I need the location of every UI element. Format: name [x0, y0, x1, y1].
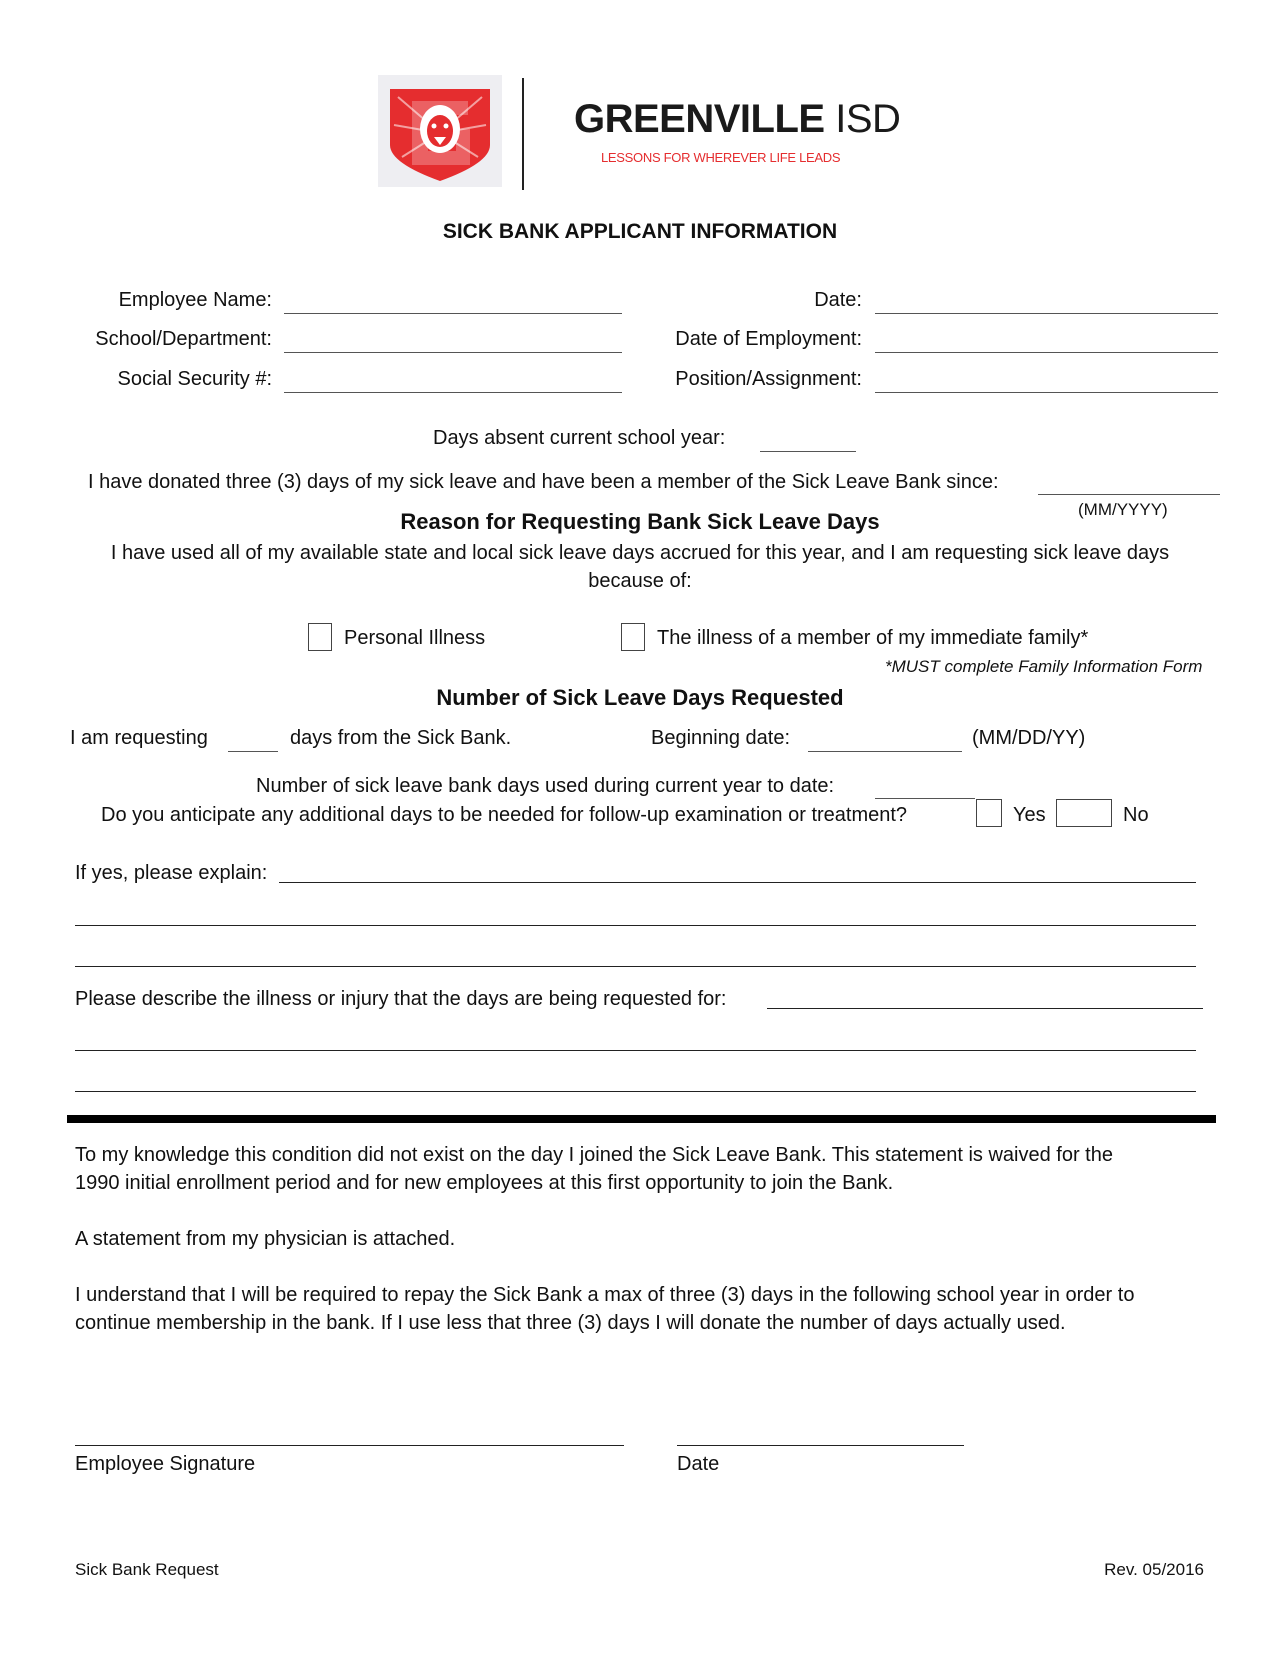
statement-3-line1: I understand that I will be required to repay the Sick Bank a max of three (3) days in the following school year in order to	[75, 1284, 1135, 1306]
requesting-prefix: I am requesting	[70, 727, 208, 749]
donated-label: I have donated three (3) days of my sick leave and have been a member of the Sick Leave Bank since:	[88, 471, 999, 493]
used-to-date-label: Number of sick leave bank days used during current year to date:	[256, 775, 835, 797]
beginning-date-label: Beginning date:	[651, 727, 791, 749]
signature-date-line[interactable]	[677, 1445, 964, 1446]
days-heading: Number of Sick Leave Days Requested	[436, 685, 844, 710]
family-illness-checkbox[interactable]	[621, 623, 645, 651]
position-assignment-label: Position/Assignment:	[675, 368, 862, 390]
statement-2: A statement from my physician is attached.	[75, 1228, 456, 1250]
describe-line-2[interactable]	[75, 1050, 1196, 1051]
district-tagline: LESSONS FOR WHEREVER LIFE LEADS	[601, 150, 841, 165]
logo-emblem	[378, 75, 502, 187]
footer-form-name: Sick Bank Request	[75, 1560, 219, 1579]
anticipate-label: Do you anticipate any additional days to be needed for follow-up examination or treatment?	[101, 804, 908, 826]
lion-shield-icon	[378, 75, 502, 187]
page-title: SICK BANK APPLICANT INFORMATION	[442, 220, 838, 243]
used-to-date-field[interactable]	[875, 798, 975, 799]
date-of-employment-label: Date of Employment:	[675, 328, 862, 350]
reason-text-line2: because of:	[588, 570, 692, 592]
employee-signature-line[interactable]	[75, 1445, 624, 1446]
requesting-suffix: days from the Sick Bank.	[290, 727, 512, 749]
reason-heading: Reason for Requesting Bank Sick Leave Days	[400, 509, 880, 534]
statement-1-line2: 1990 initial enrollment period and for new employees at this first opportunity to join the Bank.	[75, 1172, 894, 1194]
anticipate-no-checkbox[interactable]	[1056, 799, 1112, 827]
personal-illness-label: Personal Illness	[344, 627, 486, 649]
date-of-employment-field[interactable]	[875, 352, 1218, 353]
describe-line-1[interactable]	[767, 1008, 1203, 1009]
school-department-field[interactable]	[284, 352, 622, 353]
statement-1-line1: To my knowledge this condition did not exist on the day I joined the Sick Leave Bank. This statement is waived for the	[75, 1144, 1113, 1166]
days-requested-field[interactable]	[228, 751, 278, 752]
mm-dd-yy-hint: (MM/DD/YY)	[972, 727, 1086, 749]
header-divider	[522, 78, 524, 190]
anticipate-no-label: No	[1123, 804, 1149, 826]
if-yes-line-1[interactable]	[279, 882, 1196, 883]
family-illness-label: The illness of a member of my immediate family*	[657, 627, 1089, 649]
statement-3-line2: continue membership in the bank. If I use less that three (3) days I will donate the number of days actually used.	[75, 1312, 1066, 1334]
district-name: GREENVILLE ISD	[574, 97, 901, 141]
personal-illness-checkbox[interactable]	[308, 623, 332, 651]
describe-line-3[interactable]	[75, 1091, 1196, 1092]
days-absent-label: Days absent current school year:	[433, 427, 726, 449]
employee-signature-label: Employee Signature	[75, 1453, 256, 1475]
date-label: Date:	[814, 289, 862, 311]
if-yes-label: If yes, please explain:	[75, 862, 268, 884]
school-department-label: School/Department:	[95, 328, 272, 350]
reason-text-line1: I have used all of my available state and local sick leave days accrued for this year, and I am requesting sick leave days	[110, 542, 1170, 564]
mm-yyyy-hint: (MM/YYYY)	[1078, 500, 1168, 519]
anticipate-yes-checkbox[interactable]	[976, 799, 1002, 827]
anticipate-yes-label: Yes	[1013, 804, 1046, 826]
employee-name-label: Employee Name:	[118, 289, 272, 311]
if-yes-line-2[interactable]	[75, 925, 1196, 926]
section-divider	[67, 1115, 1216, 1123]
describe-label: Please describe the illness or injury that the days are being requested for:	[75, 988, 727, 1010]
ssn-field[interactable]	[284, 392, 622, 393]
signature-date-label: Date	[677, 1453, 720, 1475]
position-assignment-field[interactable]	[875, 392, 1218, 393]
beginning-date-field[interactable]	[808, 751, 962, 752]
days-absent-field[interactable]	[760, 451, 856, 452]
if-yes-line-3[interactable]	[75, 966, 1196, 967]
footer-revision: Rev. 05/2016	[1104, 1560, 1204, 1579]
date-field[interactable]	[875, 313, 1218, 314]
family-form-note: *MUST complete Family Information Form	[885, 657, 1203, 676]
employee-name-field[interactable]	[284, 313, 622, 314]
ssn-label: Social Security #:	[117, 368, 272, 390]
member-since-field[interactable]	[1038, 494, 1220, 495]
